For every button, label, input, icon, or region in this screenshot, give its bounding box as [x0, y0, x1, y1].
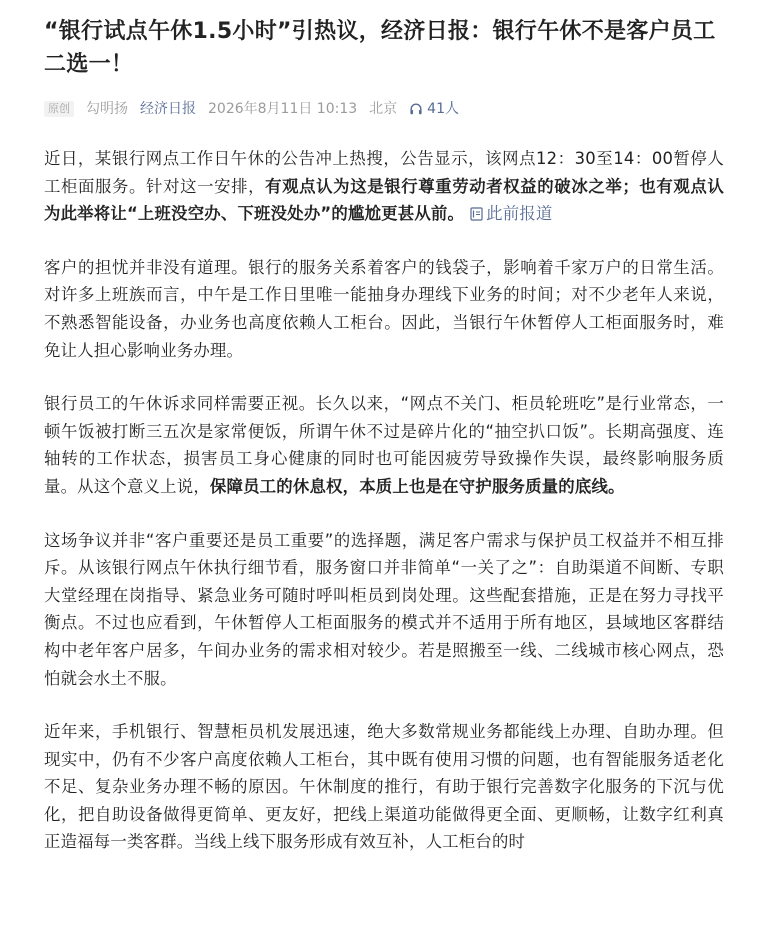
article-meta: [44, 99, 724, 119]
paragraph-4: 这场争议并非“客户重要还是员工重要”的选择题，满足客户需求与保护员工权益并不相互排斥。从该银行网点午休执行细节看，服务窗口并非简单“一关了之”：自助渠道不间断、专职大堂经理在岗指导、紧急业务可随时呼叫柜员到岗处理。这些配套措施，正是在努力寻找平衡点。不过也应看到，午休暂停人工柜面服务的模式并不适用于所有地区，县域地区客群结构中老年客户居多，午间办业务的需求相对较少。若是照搬至一线、二线城市核心网点，恐怕就会水土不服。: [44, 530, 724, 688]
original-badge: 原创: [44, 101, 74, 117]
publish-location: 北京: [369, 101, 398, 117]
source-account-link[interactable]: 经济日报: [140, 101, 196, 117]
paragraph-1-text: 近日，某银行网点工作日午休的公告冲上热搜，公告显示，该网点12：30至14：00暂停人工柜面服务。针对这一安排，: [44, 149, 724, 196]
listen-count: 41人: [427, 101, 459, 117]
listen-button[interactable]: [409, 99, 459, 119]
paragraph-5: 近年来，手机银行、智慧柜员机发展迅速，绝大多数常规业务都能线上办理、自助办理。但现实中，仍有不少客户高度依赖人工柜台，其中既有使用习惯的问题，也有智能服务适老化不足、复杂业务办理不畅的原因。午休制度的推行，有助于银行完善数字化服务的下沉与优化，把自助设备做得更简单、更友好，把线上渠道功能做得更全面、更顺畅，让数字红利真正造福每一类客群。当线上线下服务形成有效互补，人工柜台的时: [44, 722, 724, 852]
publish-date: 2026年8月11日 10:13: [208, 101, 358, 117]
headphones-icon: [409, 102, 423, 116]
paragraph-1: [44, 145, 724, 228]
document-link-icon: [470, 207, 483, 221]
previous-report-label: 此前报道: [486, 204, 553, 224]
paragraph-1-bold: 有观点认为这是银行尊重劳动者权益的破冰之举；也有观点认为此举将让“上班没空办、下班没处办”的尴尬更甚从前。: [44, 176, 724, 224]
author-name: 勾明扬: [86, 101, 128, 117]
paragraph-2: 客户的担忧并非没有道理。银行的服务关系着客户的钱袋子，影响着千家万户的日常生活。对许多上班族而言，中午是工作日里唯一能抽身办理线下业务的时间；对不少老年人来说，不熟悉智能设备，办业务也高度依赖人工柜台。因此，当银行午休暂停人工柜面服务时，难免让人担心影响业务办理。: [44, 257, 724, 360]
paragraph-3: [44, 390, 724, 500]
article-title: “银行试点午休1.5小时”引热议，经济日报：银行午休不是客户员工二选一！: [44, 19, 716, 77]
previous-report-link[interactable]: [464, 204, 552, 223]
paragraph-3-bold: 保障员工的休息权，本质上也是在守护服务质量的底线。: [209, 476, 625, 496]
article-body: [44, 145, 724, 856]
paragraph-3-text: 银行员工的午休诉求同样需要正视。长久以来，“网点不关门、柜员轮班吃”是行业常态，一顿午饭被打断三五次是家常便饭，所谓午休不过是碎片化的“抽空扒口饭”。长期高强度、连轴转的工作状态，损害员工身心健康的同时也可能因疲劳导致操作失误，最终影响服务质量。从这个意义上说，: [44, 394, 724, 496]
